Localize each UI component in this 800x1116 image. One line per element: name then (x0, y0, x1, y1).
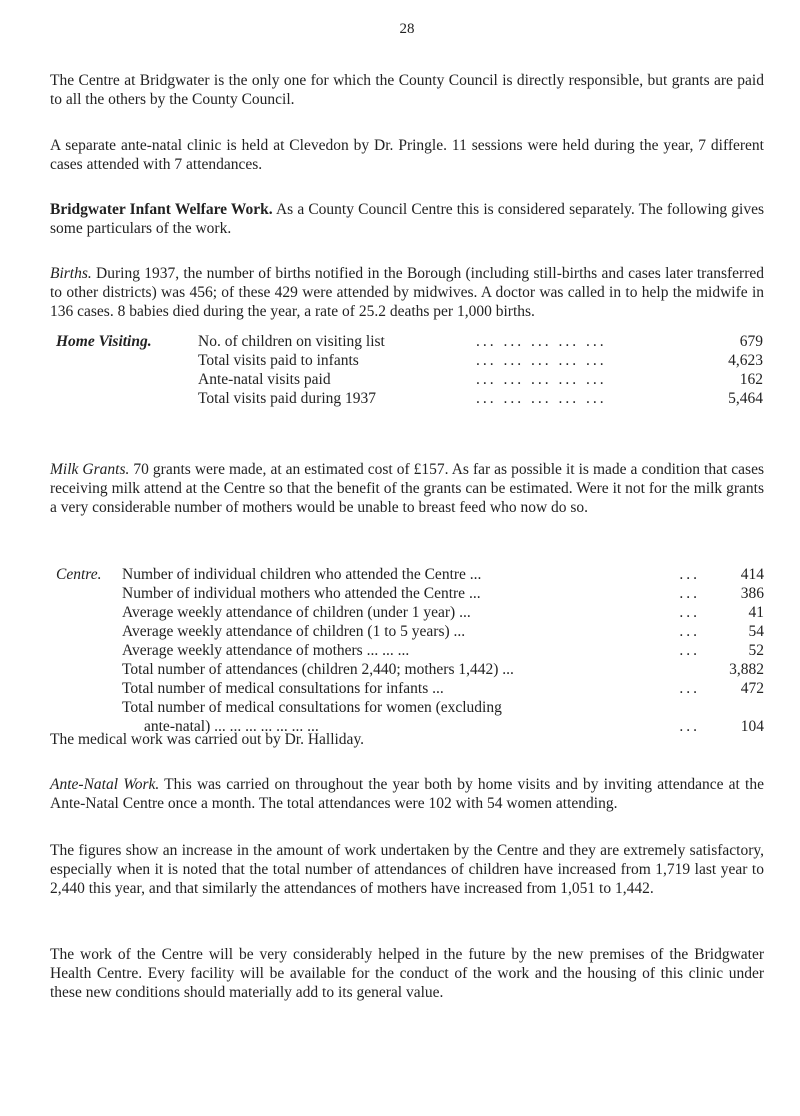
table-row (122, 698, 764, 717)
paragraph-medical-work: The medical work was carried out by Dr. Halliday. (50, 731, 365, 748)
antenatal-body: This was carried on throughout the year both by home visits and by inviting attendance at the Ante-Natal Centre once a month. The total attendances were 102 with 54 women attending. (50, 776, 764, 812)
table-row (122, 622, 764, 641)
centre-label: Centre. (56, 566, 102, 583)
row-leader-dots: ... (679, 585, 700, 602)
milk-grants-heading: Milk Grants. (50, 461, 130, 478)
row-value: 472 (740, 680, 764, 697)
row-value: 162 (739, 371, 763, 388)
row-description: Total number of attendances (children 2,440; mothers 1,442) ... (122, 661, 514, 678)
table-row (122, 584, 764, 603)
row-description: Number of individual mothers who attended the Centre ... (122, 585, 481, 602)
row-value: 414 (740, 566, 764, 583)
row-value: 386 (740, 585, 764, 602)
table-row (198, 370, 763, 389)
row-description: Ante-natal visits paid (198, 371, 331, 388)
row-leader-dots: ... (679, 566, 700, 583)
table-row (122, 565, 764, 584)
row-value: 5,464 (728, 390, 763, 407)
row-description: Average weekly attendance of children (1 to 5 years) ... (122, 623, 466, 640)
paragraph-figures: The figures show an increase in the amount of work undertaken by the Centre and they are extremely satisfactory, especially when it is noted that the total number of attendances of children have increased from 1,719 last year to 2,440 this year, and that similarly the attendances of mothers have increased from 1,051 to 1,442. (50, 842, 764, 897)
row-description: ante-natal) ... ... ... ... ... ... ... (144, 718, 319, 735)
row-leader-dots: ... ... ... ... ... (476, 390, 607, 407)
table-row (122, 603, 764, 622)
row-leader-dots: ... ... ... ... ... (476, 352, 607, 369)
row-leader-dots: ... ... ... ... ... (476, 371, 607, 388)
births-heading: Births. (50, 265, 92, 282)
bridgwater-welfare-heading: Bridgwater Infant Welfare Work. (50, 201, 273, 218)
milk-grants-body: 70 grants were made, at an estimated cost of £157. As far as possible it is made a condition that cases receiving milk attend at the Centre so that the benefit of the grants can be estimated. Were it not for the milk grants a very considerable number of mothers would be unable to breast feed who now do so. (50, 461, 764, 516)
row-value: 52 (748, 642, 764, 659)
paragraph-centre-responsibility: The Centre at Bridgwater is the only one for which the County Council is directly responsible, but grants are paid to all the others by the County Council. (50, 72, 764, 108)
births-body: During 1937, the number of births notified in the Borough (including still-births and cases later transferred to other districts) was 456; of these 429 were attended by midwives. A doctor was called in to help the midwife in 136 cases. 8 babies died during the year, a rate of 25.2 deaths per 1,000 births. (50, 265, 764, 320)
row-leader-dots: ... ... ... ... ... (476, 333, 607, 350)
row-value: 104 (740, 718, 764, 735)
row-leader-dots: ... (679, 604, 700, 621)
row-description: Average weekly attendance of mothers ... ... ... (122, 642, 410, 659)
table-row (122, 660, 764, 679)
row-leader-dots: ... (679, 623, 700, 640)
row-leader-dots: ... (679, 718, 700, 735)
table-row (198, 332, 763, 351)
paragraph-milk-grants (50, 460, 764, 517)
row-value: 679 (739, 333, 763, 350)
antenatal-heading: Ante-Natal Work. (50, 776, 160, 793)
table-row (198, 389, 763, 408)
row-value: 54 (748, 623, 764, 640)
paragraph-births (50, 264, 764, 321)
row-value: 4,623 (728, 352, 763, 369)
row-description: Total number of medical consultations for women (excluding (122, 699, 502, 716)
table-row (198, 351, 763, 370)
paragraph-clevedon-clinic: A separate ante-natal clinic is held at Clevedon by Dr. Pringle. 11 sessions were held during the year, 7 different cases attended with 7 attendances. (50, 137, 764, 173)
home-visiting-label: Home Visiting. (56, 333, 152, 350)
row-description: No. of children on visiting list (198, 333, 385, 350)
row-description: Average weekly attendance of children (under 1 year) ... (122, 604, 471, 621)
paragraph-future-work: The work of the Centre will be very considerably helped in the future by the new premises of the Bridgwater Health Centre. Every facility will be available for the conduct of the work and the housing of this clinic under these new conditions should materially add to its general value. (50, 946, 764, 1001)
row-description: Total visits paid during 1937 (198, 390, 377, 407)
row-description: Total visits paid to infants (198, 352, 359, 369)
bridgwater-welfare-body: As a County Council Centre this is considered separately. The following gives some particulars of the work. (50, 201, 764, 237)
table-row (122, 679, 764, 698)
table-row (122, 641, 764, 660)
paragraph-bridgwater-welfare (50, 200, 764, 238)
row-description: Number of individual children who attended the Centre ... (122, 566, 482, 583)
paragraph-antenatal-work (50, 775, 764, 813)
row-leader-dots: ... (679, 680, 700, 697)
row-leader-dots: ... (679, 642, 700, 659)
row-value: 41 (748, 604, 764, 621)
row-description: Total number of medical consultations for infants ... (122, 680, 444, 697)
page-number: 28 (399, 21, 415, 37)
row-value: 3,882 (729, 661, 764, 678)
